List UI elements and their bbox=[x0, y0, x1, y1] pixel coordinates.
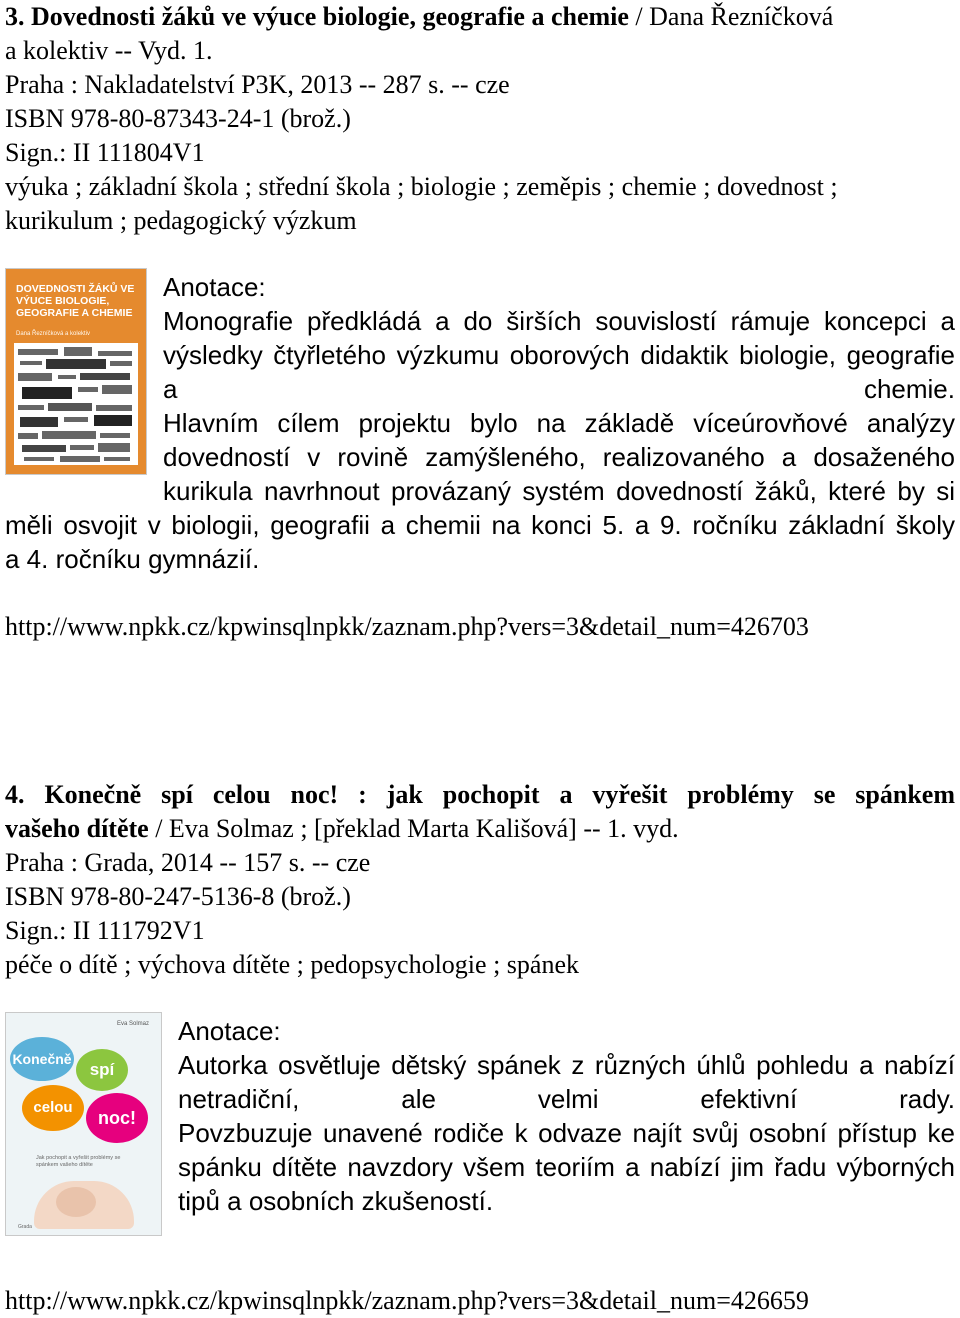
book-cover-image bbox=[5, 1012, 162, 1236]
annotation-paragraph-2 bbox=[163, 406, 955, 508]
record-number: 4. bbox=[5, 780, 25, 809]
record-3-header bbox=[5, 0, 955, 238]
record-title-end: vašeho dítěte bbox=[5, 814, 149, 843]
annotation-label: Anotace: bbox=[178, 1016, 281, 1046]
annotation-line: kurikula navrhnout provázaný systém dovedností žáků, které by si bbox=[163, 476, 955, 506]
cover-bubble-1: Konečně bbox=[10, 1037, 74, 1081]
record-signature: Sign.: II 111804V1 bbox=[5, 138, 205, 167]
record-publication: Praha : Nakladatelství P3K, 2013 -- 287 s. -- cze bbox=[5, 70, 510, 99]
cover-bubble-2: spí bbox=[76, 1049, 128, 1091]
cover-publisher: Grada bbox=[18, 1224, 32, 1230]
annotation-paragraph: Autorka osvětluje dětský spánek z různých úhlů pohledu a nabízí netradiční, ale velmi efektivní rady. bbox=[178, 1050, 955, 1114]
annotation-paragraph-2-continued bbox=[5, 508, 955, 576]
record-keywords-continued: kurikulum ; pedagogický výzkum bbox=[5, 206, 357, 235]
cover-baby-feet-detail bbox=[56, 1187, 96, 1217]
record-publication: Praha : Grada, 2014 -- 157 s. -- cze bbox=[5, 848, 371, 877]
record-author: / Eva Solmaz ; [překlad Marta Kališová] -- 1. vyd. bbox=[148, 814, 679, 843]
annotation-paragraph-2: Povzbuzuje unavené rodiče k odvaze najít svůj osobní přístup ke spánku dítěte navzdory všem teoriím a nabízí jim řadu výborných tipů a osobních zkušeností. bbox=[178, 1118, 955, 1216]
record-isbn: ISBN 978-80-87343-24-1 (brož.) bbox=[5, 104, 351, 133]
annotation-line: a 4. ročníku gymnázií. bbox=[5, 544, 260, 574]
record-number: 3. bbox=[5, 2, 25, 31]
cover-blurb: Jak pochopit a vyřešit problémy se spánkem vašeho dítěte bbox=[36, 1155, 121, 1168]
book-cover-image bbox=[5, 268, 147, 475]
annotation-paragraph: Monografie předkládá a do širších souvislostí rámuje koncepci a výsledky čtyřletého výzkumu oborových didaktik biologie, geografie a chemie. bbox=[163, 306, 955, 404]
record-url[interactable]: http://www.npkk.cz/kpwinsqlnpkk/zaznam.php?vers=3&detail_num=426703 bbox=[5, 612, 809, 641]
record-3-title-line bbox=[5, 0, 955, 34]
word-cloud-graphic bbox=[14, 343, 138, 465]
record-url[interactable]: http://www.npkk.cz/kpwinsqlnpkk/zaznam.php?vers=3&detail_num=426659 bbox=[5, 1286, 809, 1315]
record-title: Konečně spí celou noc! : jak pochopit a vyřešit problémy se spánkem bbox=[44, 780, 956, 809]
annotation-line: měli osvojit v biologii, geografii a chemii na konci 5. a 9. ročníku základní školy bbox=[5, 510, 955, 540]
cover-title: DOVEDNOSTI ŽÁKŮ VE VÝUCE BIOLOGIE, GEOGRAFIE A CHEMIE bbox=[16, 283, 135, 319]
annotation-line: Hlavním cílem projektu bylo na základě víceúrovňové analýzy bbox=[163, 408, 955, 438]
cover-author: Eva Solmaz bbox=[116, 1021, 149, 1027]
record-4-header bbox=[5, 778, 955, 982]
record-keywords: péče o dítě ; výchova dítěte ; pedopsychologie ; spánek bbox=[5, 950, 579, 979]
record-author-continued: a kolektiv -- Vyd. 1. bbox=[5, 36, 213, 65]
record-author: / Dana Řezníčková bbox=[628, 2, 834, 31]
record-title-continued bbox=[5, 812, 955, 846]
record-4-title-line bbox=[5, 778, 955, 812]
record-keywords: výuka ; základní škola ; střední škola ; biologie ; zeměpis ; chemie ; dovednost ; bbox=[5, 172, 838, 201]
cover-word-cloud bbox=[14, 343, 138, 465]
record-title: Dovednosti žáků ve výuce biologie, geografie a chemie bbox=[31, 2, 629, 31]
cover-subtitle: Dana Řezníčková a kolektiv bbox=[16, 331, 91, 337]
cover-bubble-3: celou bbox=[22, 1085, 84, 1131]
record-isbn: ISBN 978-80-247-5136-8 (brož.) bbox=[5, 882, 351, 911]
record-signature: Sign.: II 111792V1 bbox=[5, 916, 205, 945]
annotation-label: Anotace: bbox=[163, 272, 266, 302]
cover-bubble-4: noc! bbox=[86, 1093, 148, 1143]
annotation-line: dovedností v rovině zamýšleného, realizovaného a dosaženého bbox=[163, 442, 955, 472]
